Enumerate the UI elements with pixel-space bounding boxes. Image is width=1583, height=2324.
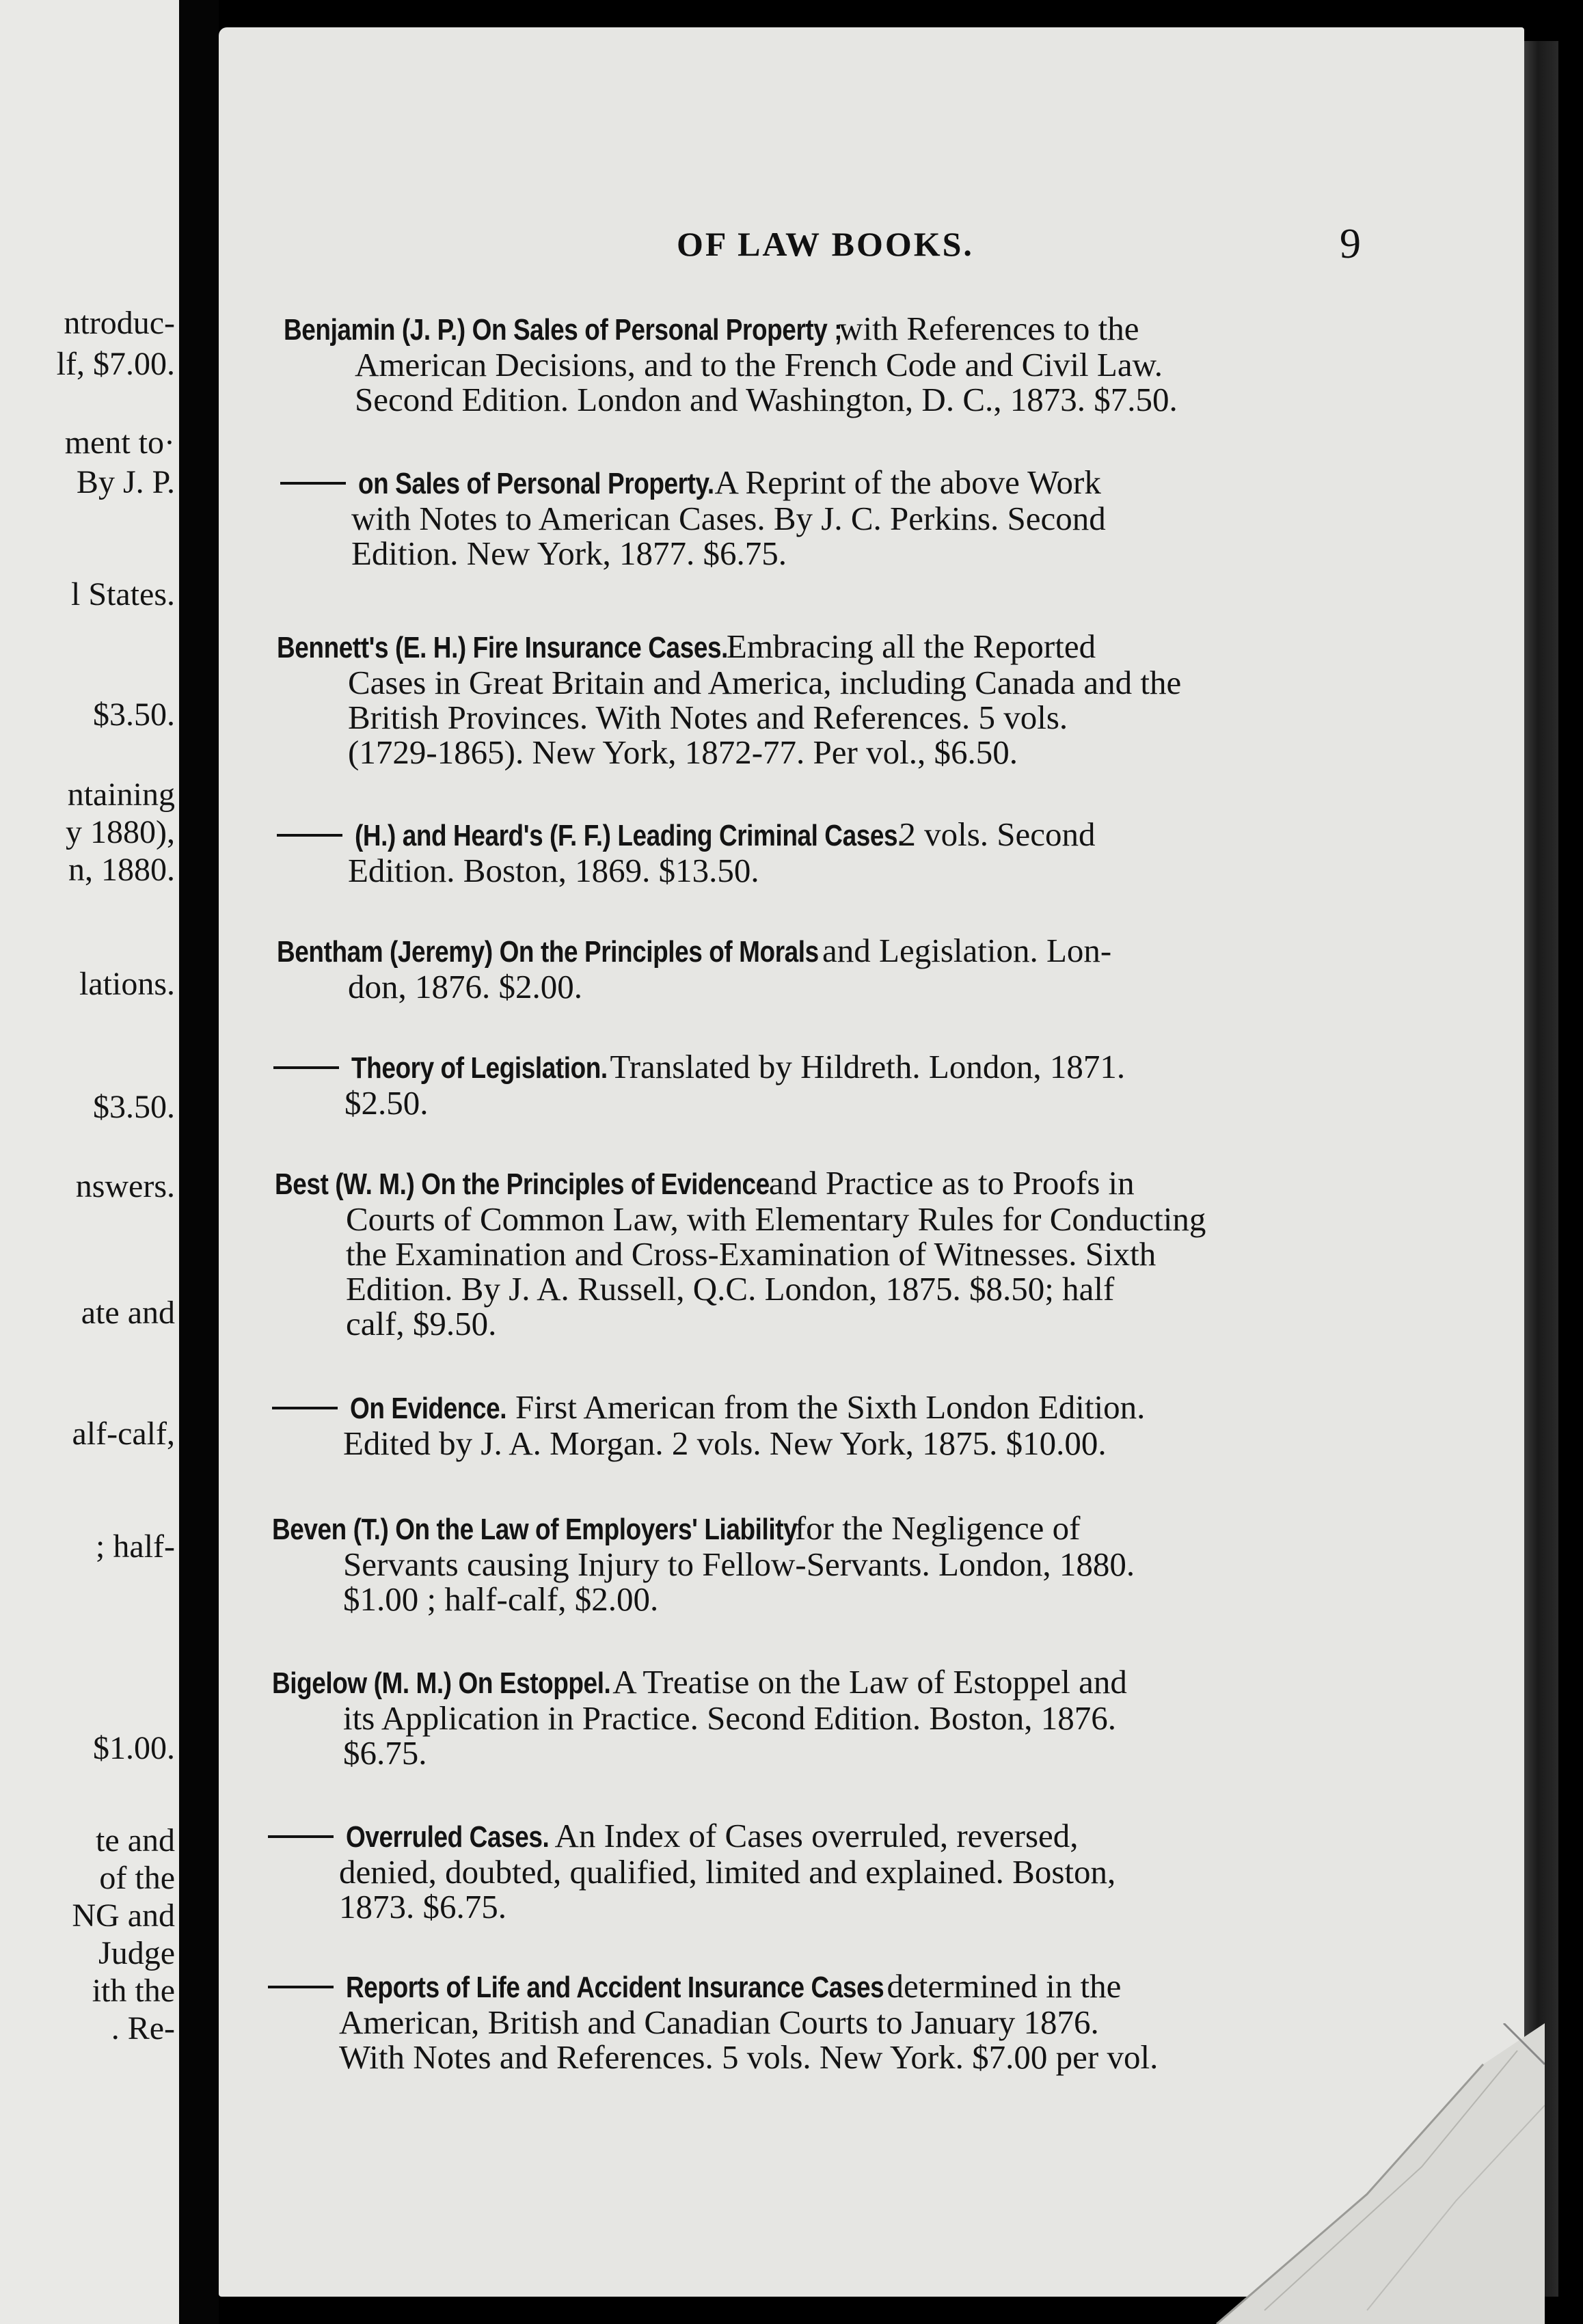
catalog-entry — [272, 1664, 1127, 1770]
entry-continuation-line: Edited by J. A. Morgan. 2 vols. New York, 1875. $10.00. — [343, 1424, 1107, 1462]
entry-first-line — [277, 629, 1181, 665]
entry-title: (H.) and Heard's (F. F.) Leading Criminal Cases. — [355, 819, 904, 852]
entry-continuation-line: $2.50. — [344, 1084, 429, 1122]
facing-page-text-fragment: l States. — [71, 576, 175, 612]
catalog-entry — [277, 629, 1181, 770]
facing-page-text-fragment: $1.00. — [93, 1730, 175, 1766]
page-edge — [1524, 41, 1558, 2297]
facing-page-text-fragment: ntaining — [67, 776, 175, 813]
entry-continuation-line: Edition. New York, 1877. $6.75. — [351, 535, 787, 572]
entry-continuation-line: (1729-1865). New York, 1872-77. Per vol., $6.50. — [348, 733, 1018, 771]
entry-first-line — [277, 933, 1111, 969]
entry-title: Bentham (Jeremy) On the Principles of Morals — [277, 935, 819, 969]
entry-continuation-line: With Notes and References. 5 vols. New York. $7.00 per vol. — [339, 2038, 1159, 2076]
torn-corner-decoration — [1162, 2023, 1545, 2324]
entry-first-line-text: determined in the — [878, 1967, 1122, 2005]
entry-first-line — [272, 1511, 1135, 1547]
ditto-dash — [268, 1986, 334, 1988]
facing-page-text-fragment: of the — [99, 1860, 175, 1896]
ditto-dash — [268, 1835, 334, 1838]
entry-continuation-line: Second Edition. London and Washington, D. C., 1873. $7.50. — [355, 381, 1178, 418]
facing-page-text-fragment: nswers. — [75, 1168, 175, 1204]
entry-title: Overruled Cases. — [346, 1820, 550, 1854]
entry-first-line-text: for the Negligence of — [786, 1509, 1081, 1547]
facing-page-text-fragment: ith the — [92, 1973, 175, 2009]
entry-first-line-text: 2 vols. Second — [891, 815, 1096, 853]
catalog-entry — [272, 1390, 1145, 1461]
entry-continuation-line: the Examination and Cross-Examination of Witnesses. Sixth — [346, 1235, 1156, 1273]
page-number: 9 — [1340, 221, 1361, 267]
facing-page-fragment — [0, 0, 179, 2324]
entry-continuation-line: $6.75. — [343, 1734, 427, 1772]
entry-first-line-text: First American from the Sixth London Edition. — [506, 1388, 1146, 1426]
entry-continuation-line: its Application in Practice. Second Edition. Boston, 1876. — [343, 1699, 1116, 1737]
facing-page-text-fragment: lations. — [79, 966, 175, 1002]
entry-continuation-line: with Notes to American Cases. By J. C. Perkins. Second — [351, 500, 1106, 537]
entry-title: Bigelow (M. M.) On Estoppel. — [272, 1666, 611, 1700]
entry-first-line-text: An Index of Cases overruled, reversed, — [547, 1817, 1079, 1854]
entry-first-line-text: Embracing all the Reported — [718, 627, 1096, 665]
entry-title: Bennett's (E. H.) Fire Insurance Cases. — [277, 631, 728, 664]
entry-title: On Evidence. — [350, 1392, 507, 1425]
catalog-entry — [268, 1818, 1115, 1924]
entry-first-line — [272, 1390, 1145, 1426]
entry-first-line-text: and Practice as to Proofs in — [760, 1164, 1135, 1202]
entry-continuation-line: 1873. $6.75. — [339, 1888, 506, 1926]
entry-continuation-line: $1.00 ; half-calf, $2.00. — [343, 1580, 659, 1618]
ditto-dash — [277, 834, 342, 837]
entry-first-line — [272, 1664, 1127, 1701]
entry-continuation-line: Edition. By J. A. Russell, Q.C. London, 1875. $8.50; half — [346, 1270, 1115, 1308]
entry-first-line — [284, 311, 1178, 347]
ditto-dash — [280, 482, 346, 485]
facing-page-text-fragment: ment to· — [64, 424, 175, 461]
facing-page-text-fragment: y 1880), — [66, 814, 175, 850]
entry-continuation-line: American, British and Canadian Courts to January 1876. — [339, 2003, 1099, 2041]
entry-first-line — [277, 817, 1096, 853]
entry-title: Reports of Life and Accident Insurance Cases — [346, 1971, 884, 2004]
entry-first-line-text: A Reprint of the above Work — [707, 463, 1101, 501]
entry-first-line — [268, 1969, 1158, 2005]
entry-title: Best (W. M.) On the Principles of Evidence — [275, 1167, 770, 1201]
facing-page-text-fragment: ate and — [81, 1295, 175, 1331]
ditto-dash — [273, 1066, 339, 1069]
entry-continuation-line: American Decisions, and to the French Code and Civil Law. — [355, 346, 1163, 383]
catalog-entry — [284, 311, 1178, 417]
facing-page-text-fragment: Judge — [98, 1935, 175, 1971]
entry-continuation-line: Servants causing Injury to Fellow-Servants. London, 1880. — [343, 1545, 1135, 1583]
entry-first-line-text: with References to the — [830, 310, 1139, 347]
facing-page-text-fragment: lf, $7.00. — [56, 346, 175, 382]
facing-page-text-fragment: te and — [96, 1822, 175, 1859]
entry-continuation-line: Courts of Common Law, with Elementary Rules for Conducting — [346, 1200, 1206, 1238]
ditto-dash — [272, 1407, 338, 1409]
entry-first-line — [273, 1049, 1125, 1085]
facing-page-text-fragment: NG and — [72, 1897, 175, 1934]
catalog-entry — [277, 933, 1111, 1004]
facing-page-text-fragment: alf-calf, — [72, 1416, 175, 1452]
entry-first-line — [280, 465, 1106, 501]
catalog-entry — [277, 817, 1096, 888]
entry-continuation-line: Cases in Great Britain and America, including Canada and the — [348, 664, 1182, 701]
entry-first-line-text: Translated by Hildreth. London, 1871. — [602, 1048, 1126, 1085]
entry-first-line-text: and Legislation. Lon- — [813, 932, 1112, 969]
entry-continuation-line: British Provinces. With Notes and References. 5 vols. — [348, 699, 1068, 736]
entry-title: on Sales of Personal Property. — [358, 467, 714, 500]
facing-page-text-fragment: By J. P. — [76, 464, 175, 500]
catalog-entry — [272, 1511, 1135, 1617]
entry-continuation-line: Edition. Boston, 1869. $13.50. — [348, 852, 759, 889]
entry-title: Beven (T.) On the Law of Employers' Liability — [272, 1513, 798, 1546]
catalog-entry — [280, 465, 1106, 571]
entry-first-line — [275, 1165, 1206, 1202]
catalog-entry — [268, 1969, 1158, 2075]
facing-page-text-fragment: n, 1880. — [68, 852, 175, 888]
entry-title: Benjamin (J. P.) On Sales of Personal Property ; — [284, 313, 843, 347]
entry-title: Theory of Legislation. — [351, 1051, 608, 1085]
book-gutter — [179, 0, 219, 2324]
facing-page-text-fragment: $3.50. — [93, 1089, 175, 1125]
entry-first-line-text: A Treatise on the Law of Estoppel and — [606, 1663, 1127, 1701]
facing-page-text-fragment: $3.50. — [93, 697, 175, 733]
entry-continuation-line: calf, $9.50. — [346, 1305, 497, 1342]
catalog-entry — [275, 1165, 1206, 1341]
entry-first-line — [268, 1818, 1115, 1854]
entry-continuation-line: don, 1876. $2.00. — [348, 968, 582, 1005]
running-head: OF LAW BOOKS. — [677, 225, 974, 263]
catalog-entry — [273, 1049, 1125, 1120]
facing-page-text-fragment: . Re- — [111, 2010, 175, 2046]
facing-page-text-fragment: ; half- — [96, 1528, 175, 1565]
facing-page-text-fragment: ntroduc- — [64, 305, 175, 341]
entry-continuation-line: denied, doubted, qualified, limited and explained. Boston, — [339, 1853, 1116, 1891]
